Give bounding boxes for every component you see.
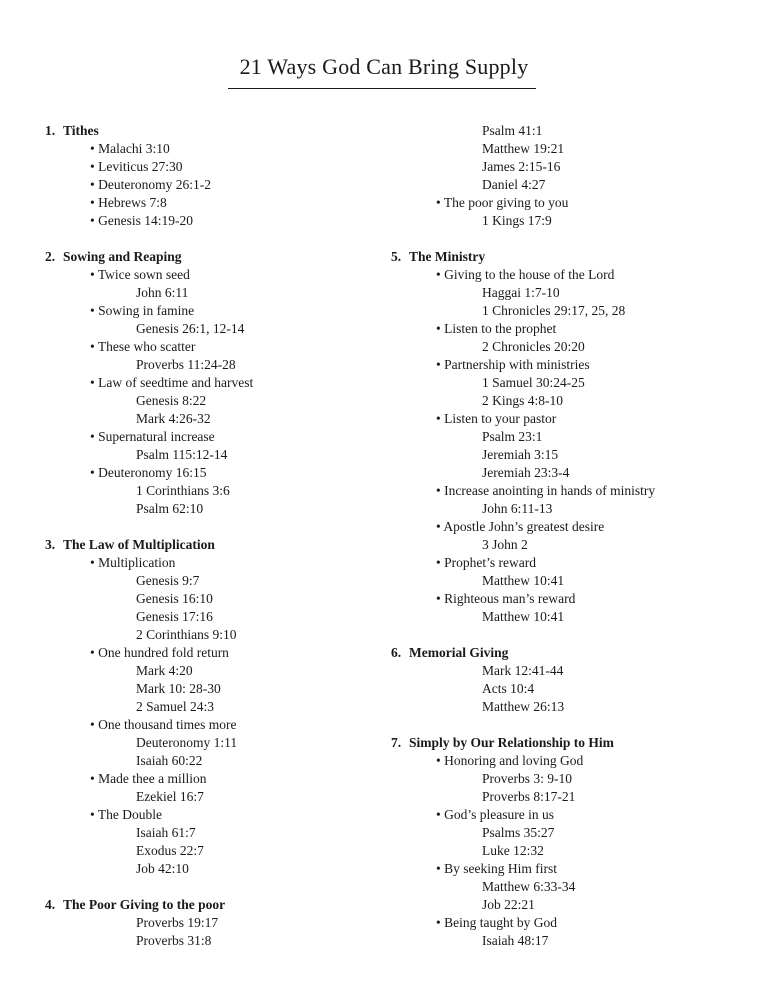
scripture-reference: John 6:11-13 [482, 501, 553, 516]
section-number: 4. [45, 897, 56, 912]
scripture-reference: Luke 12:32 [482, 843, 544, 858]
section-number: 6. [391, 645, 402, 660]
bullet-item: • Sowing in famine [90, 303, 195, 318]
scripture-reference: Jeremiah 3:15 [482, 447, 559, 462]
bullet-item: • Deuteronomy 26:1-2 [90, 177, 211, 192]
scripture-reference: Proverbs 8:17-21 [482, 789, 576, 804]
scripture-reference: 1 Corinthians 3:6 [136, 483, 230, 498]
scripture-reference: Genesis 26:1, 12-14 [136, 321, 245, 336]
scripture-reference: Job 42:10 [136, 861, 189, 876]
scripture-reference: Job 22:21 [482, 897, 535, 912]
section-heading [391, 644, 731, 662]
section-number: 1. [45, 123, 56, 138]
left-column [45, 122, 375, 950]
section-title: Tithes [63, 123, 99, 138]
scripture-reference: Mark 12:41-44 [482, 663, 564, 678]
bullet-item: • God’s pleasure in us [436, 807, 554, 822]
bullet-item: • Deuteronomy 16:15 [90, 465, 207, 480]
bullet-item: • Righteous man’s reward [436, 591, 576, 606]
scripture-reference: Matthew 10:41 [482, 573, 565, 588]
bullet-item: • Leviticus 27:30 [90, 159, 183, 174]
bullet-item: • Increase anointing in hands of ministry [436, 483, 656, 498]
section-number: 7. [391, 735, 402, 750]
bullet-item: • These who scatter [90, 339, 196, 354]
section-heading [45, 122, 375, 140]
section-title: The Poor Giving to the poor [63, 897, 226, 912]
bullet-item: • One thousand times more [90, 717, 237, 732]
scripture-reference: Proverbs 31:8 [136, 933, 212, 948]
scripture-reference: Haggai 1:7-10 [482, 285, 560, 300]
section [45, 536, 375, 878]
scripture-reference: 1 Kings 17:9 [482, 213, 552, 228]
bullet-item: • The Double [90, 807, 162, 822]
section [391, 734, 731, 950]
scripture-reference: 2 Kings 4:8-10 [482, 393, 563, 408]
bullet-item: • Genesis 14:19-20 [90, 213, 193, 228]
title-underline [228, 88, 536, 89]
scripture-reference: Isaiah 61:7 [136, 825, 196, 840]
section-title: The Ministry [409, 249, 486, 264]
bullet-item: • Listen to your pastor [436, 411, 557, 426]
scripture-reference: Mark 4:20 [136, 663, 193, 678]
section-heading [391, 248, 731, 266]
section-heading [391, 734, 731, 752]
section-title: The Law of Multiplication [63, 537, 215, 552]
bullet-item: • Multiplication [90, 555, 176, 570]
scripture-reference: James 2:15-16 [482, 159, 561, 174]
scripture-reference: Acts 10:4 [482, 681, 535, 696]
scripture-reference: 2 Chronicles 20:20 [482, 339, 585, 354]
section-heading [45, 248, 375, 266]
section-heading [45, 896, 375, 914]
bullet-item: • Made thee a million [90, 771, 207, 786]
bullet-item: • Being taught by God [436, 915, 557, 930]
bullet-item: • Partnership with ministries [436, 357, 590, 372]
page-title: 21 Ways God Can Bring Supply [239, 54, 529, 79]
scripture-reference: John 6:11 [136, 285, 189, 300]
bullet-item: • The poor giving to you [436, 195, 569, 210]
scripture-reference: Genesis 17:16 [136, 609, 213, 624]
section-number: 2. [45, 249, 56, 264]
scripture-reference: Psalm 62:10 [136, 501, 204, 516]
scripture-reference: Genesis 9:7 [136, 573, 200, 588]
scripture-reference: Isaiah 60:22 [136, 753, 203, 768]
scripture-reference: Matthew 10:41 [482, 609, 565, 624]
scripture-reference: 3 John 2 [482, 537, 528, 552]
bullet-item: • Honoring and loving God [436, 753, 584, 768]
scripture-reference: Mark 4:26-32 [136, 411, 211, 426]
scripture-reference: Psalm 41:1 [482, 123, 543, 138]
scripture-reference: Exodus 22:7 [136, 843, 204, 858]
section-title: Memorial Giving [409, 645, 509, 660]
section-number: 3. [45, 537, 56, 552]
scripture-reference: Proverbs 19:17 [136, 915, 219, 930]
scripture-reference: 2 Corinthians 9:10 [136, 627, 237, 642]
scripture-reference: Matthew 26:13 [482, 699, 565, 714]
bullet-item: • Listen to the prophet [436, 321, 557, 336]
scripture-reference: 1 Chronicles 29:17, 25, 28 [482, 303, 626, 318]
scripture-reference: 1 Samuel 30:24-25 [482, 375, 585, 390]
scripture-reference: Psalm 115:12-14 [136, 447, 228, 462]
scripture-reference: Mark 10: 28-30 [136, 681, 221, 696]
section [391, 248, 731, 626]
scripture-reference: Proverbs 3: 9-10 [482, 771, 572, 786]
bullet-item: • Prophet’s reward [436, 555, 536, 570]
section-title: Sowing and Reaping [63, 249, 182, 264]
bullet-item: • Hebrews 7:8 [90, 195, 167, 210]
scripture-reference: Ezekiel 16:7 [136, 789, 204, 804]
section [45, 248, 375, 518]
scripture-reference: Genesis 16:10 [136, 591, 213, 606]
scripture-reference: Psalm 23:1 [482, 429, 543, 444]
section [391, 122, 731, 230]
scripture-reference: Proverbs 11:24-28 [136, 357, 236, 372]
scripture-reference: Matthew 19:21 [482, 141, 565, 156]
right-column [391, 122, 731, 950]
section-title: Simply by Our Relationship to Him [409, 735, 614, 750]
scripture-reference: Matthew 6:33-34 [482, 879, 576, 894]
section [45, 896, 375, 950]
scripture-reference: 2 Samuel 24:3 [136, 699, 214, 714]
scripture-reference: Daniel 4:27 [482, 177, 546, 192]
scripture-reference: Isaiah 48:17 [482, 933, 549, 948]
bullet-item: • Twice sown seed [90, 267, 190, 282]
bullet-item: • One hundred fold return [90, 645, 229, 660]
bullet-item: • By seeking Him first [436, 861, 557, 876]
section [45, 122, 375, 230]
bullet-item: • Law of seedtime and harvest [90, 375, 254, 390]
bullet-item: • Supernatural increase [90, 429, 215, 444]
bullet-item: • Giving to the house of the Lord [436, 267, 615, 282]
bullet-item: • Malachi 3:10 [90, 141, 170, 156]
section-heading [45, 536, 375, 554]
scripture-reference: Psalms 35:27 [482, 825, 555, 840]
scripture-reference: Jeremiah 23:3-4 [482, 465, 570, 480]
section [391, 644, 731, 716]
scripture-reference: Genesis 8:22 [136, 393, 207, 408]
scripture-reference: Deuteronomy 1:11 [136, 735, 238, 750]
bullet-item: • Apostle John’s greatest desire [436, 519, 605, 534]
section-number: 5. [391, 249, 402, 264]
